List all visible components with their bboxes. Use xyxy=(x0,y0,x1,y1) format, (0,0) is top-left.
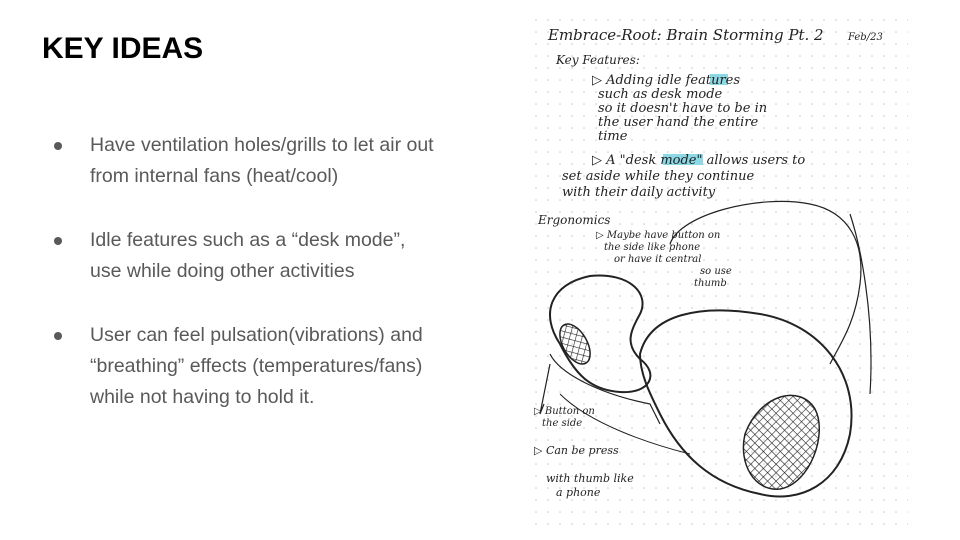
note-line: the user hand the entire xyxy=(598,115,759,130)
bullet-dot-icon xyxy=(54,142,62,150)
brainstorm-sketch-image xyxy=(530,14,908,528)
note-line: a phone xyxy=(556,486,601,499)
sketch-date: Feb/23 xyxy=(848,32,883,43)
bullet-line: User can feel pulsation(vibrations) and xyxy=(90,324,423,346)
note-line: ▷ Button on xyxy=(534,406,595,417)
bullet-line: Idle features such as a “desk mode”, xyxy=(90,229,406,251)
note-line: set aside while they continue xyxy=(562,169,755,184)
note-line: ▷ Maybe have button on xyxy=(596,230,721,241)
note-line: such as desk mode xyxy=(598,87,723,102)
note-line: ▷ Can be press xyxy=(534,444,619,457)
bullet-line: “breathing” effects (temperatures/fans) xyxy=(90,355,423,377)
note-line: so it doesn't have to be in xyxy=(598,101,768,116)
note-line: the side like phone xyxy=(604,242,701,253)
slide-title: KEY IDEAS xyxy=(42,32,204,65)
bullet-list xyxy=(50,130,500,446)
note-line: ▷ Adding idle features xyxy=(592,73,741,88)
note-line: the side xyxy=(542,418,583,429)
note-line: time xyxy=(598,129,628,144)
bullet-item xyxy=(50,320,500,413)
note-line: ▷ A "desk mode" allows users to xyxy=(592,153,806,168)
sketch-heading: Embrace-Root: Brain Storming Pt. 2 xyxy=(548,26,824,44)
note-line: with their daily activity xyxy=(562,185,716,200)
note-line: so use xyxy=(700,266,732,277)
note-line: thumb xyxy=(694,278,727,289)
bullet-line: while not having to hold it. xyxy=(90,386,315,408)
bullet-dot-icon xyxy=(54,332,62,340)
bullet-item xyxy=(50,225,500,287)
note-line: or have it central xyxy=(614,254,702,265)
bullet-line: from internal fans (heat/cool) xyxy=(90,165,339,187)
bullet-line: Have ventilation holes/grills to let air out xyxy=(90,134,434,156)
note-line: with thumb like xyxy=(546,472,634,485)
ergonomics-label: Ergonomics xyxy=(538,213,611,227)
bullet-line: use while doing other activities xyxy=(90,260,355,282)
key-features-label: Key Features: xyxy=(556,53,640,67)
bullet-item xyxy=(50,130,500,192)
bullet-dot-icon xyxy=(54,237,62,245)
